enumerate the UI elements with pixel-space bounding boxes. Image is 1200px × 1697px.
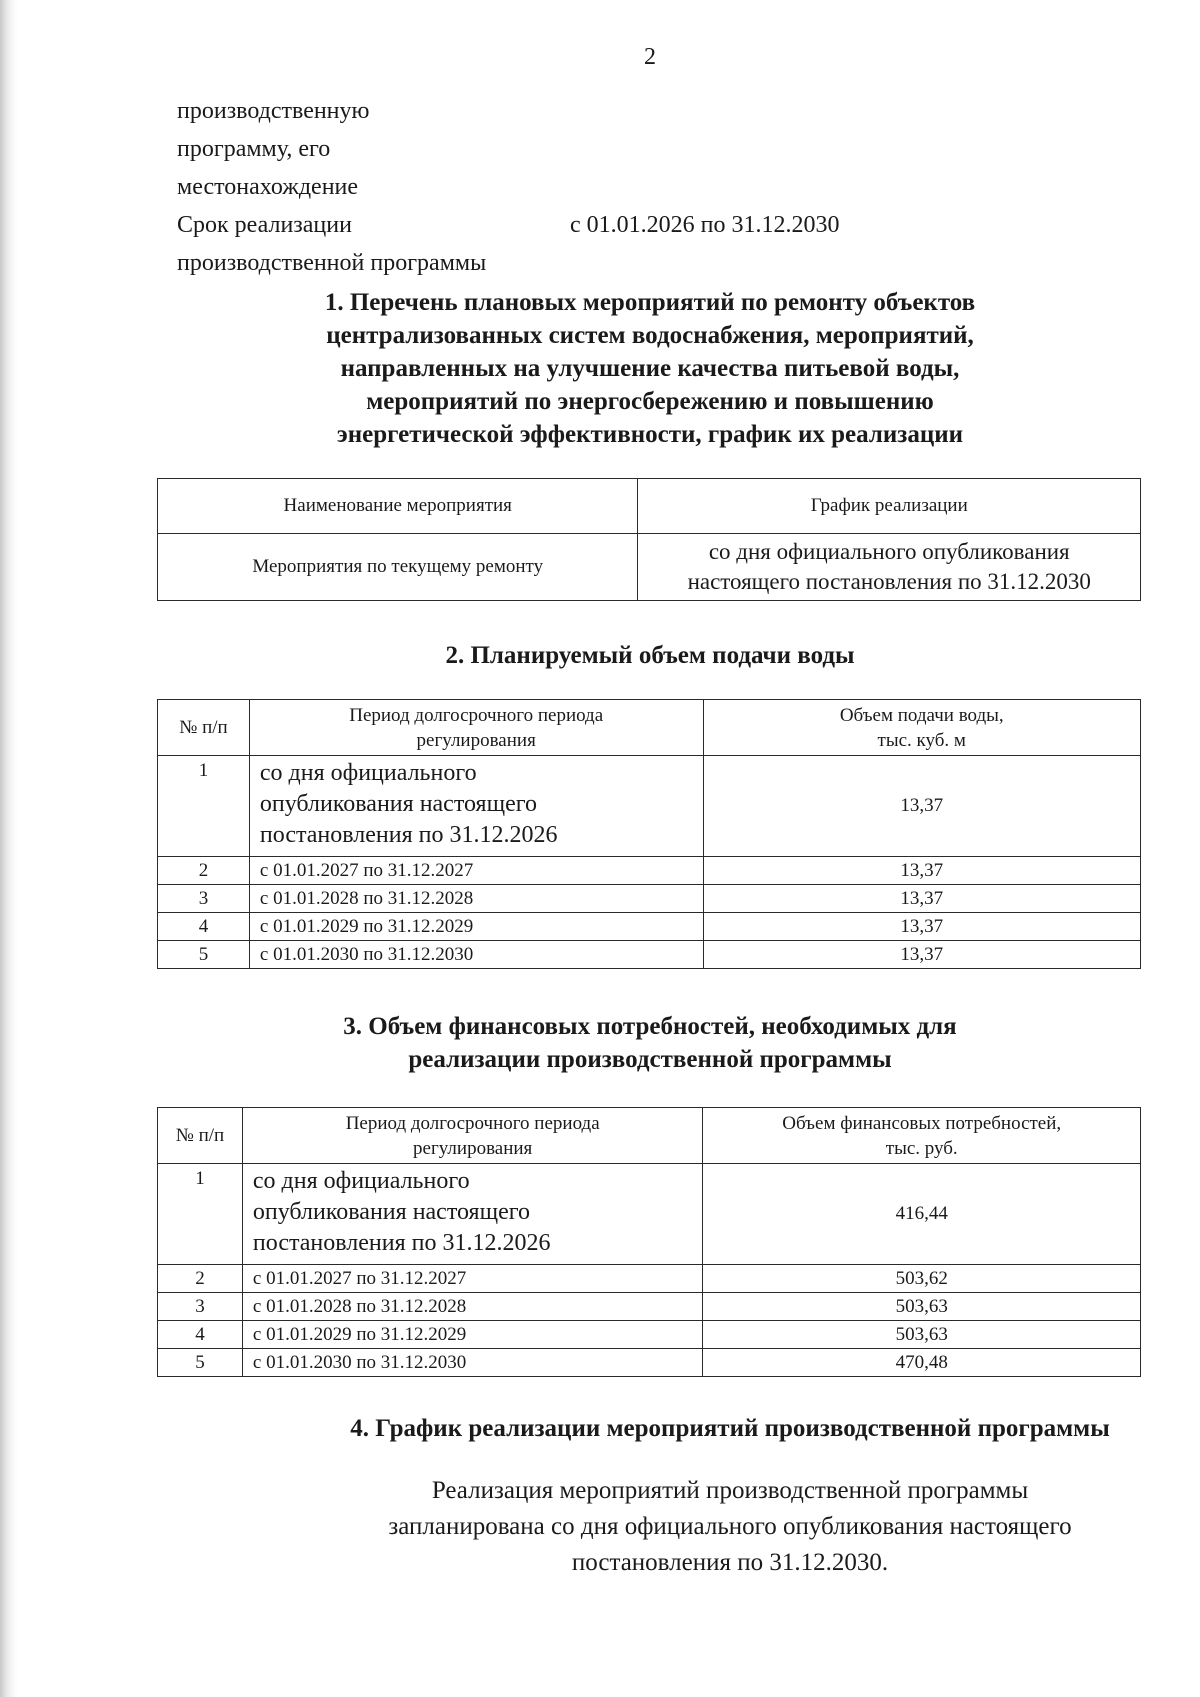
table-header-row xyxy=(158,700,1141,756)
table-row xyxy=(158,913,1141,941)
statement-line: запланирована со дня официального опубликования настоящего xyxy=(388,1513,1072,1540)
period-cell: с 01.01.2028 по 31.12.2028 xyxy=(242,1293,703,1321)
table-row xyxy=(158,1321,1141,1349)
column-header-number: № п/п xyxy=(158,1108,243,1164)
program-header xyxy=(177,92,1077,282)
implementation-period-value: с 01.01.2026 по 31.12.2030 xyxy=(570,212,840,238)
implementation-statement xyxy=(250,1473,1200,1581)
volume-cell: 13,37 xyxy=(703,857,1141,885)
schedule-line: со дня официального опубликования xyxy=(708,539,1070,564)
header-row xyxy=(177,206,1077,244)
header-line: регулирования xyxy=(416,729,536,751)
period-line: со дня официального xyxy=(259,760,477,786)
row-number: 1 xyxy=(158,1164,243,1265)
row-number: 4 xyxy=(158,1321,243,1349)
header-label: производственную xyxy=(177,98,370,124)
table-row xyxy=(158,941,1141,969)
scan-edge xyxy=(0,0,18,1697)
volume-cell: 13,37 xyxy=(703,941,1141,969)
repair-measures-table xyxy=(157,478,1141,601)
column-header-volume xyxy=(703,700,1141,756)
row-number: 2 xyxy=(158,857,250,885)
header-line: Объем финансовых потребностей, xyxy=(782,1112,1062,1134)
volume-cell: 13,37 xyxy=(703,756,1141,857)
section-2-title: 2. Планируемый объем подачи воды xyxy=(445,642,855,669)
header-row xyxy=(177,168,1077,206)
period-cell: с 01.01.2027 по 31.12.2027 xyxy=(242,1265,703,1293)
header-line: тыс. руб. xyxy=(885,1137,958,1159)
header-label: местонахождение xyxy=(177,174,359,200)
section-3-title-line: 3. Объем финансовых потребностей, необходимых для xyxy=(343,1013,957,1040)
period-cell: с 01.01.2029 по 31.12.2029 xyxy=(249,913,703,941)
measure-name-cell: Мероприятия по текущему ремонту xyxy=(158,534,638,601)
column-header-financial-needs xyxy=(703,1108,1141,1164)
page-number: 2 xyxy=(644,44,656,70)
statement-line: Реализация мероприятий производственной программы xyxy=(431,1477,1029,1504)
period-line: постановления по 31.12.2026 xyxy=(252,1230,551,1256)
section-4-title: 4. График реализации мероприятий производственной программы xyxy=(350,1415,1110,1442)
water-supply-volume-table xyxy=(157,699,1141,969)
schedule-cell xyxy=(638,534,1141,601)
column-header-period xyxy=(249,700,703,756)
row-number: 5 xyxy=(158,1349,243,1377)
financial-needs-cell: 416,44 xyxy=(703,1164,1141,1265)
financial-needs-cell: 503,63 xyxy=(703,1321,1141,1349)
row-number: 3 xyxy=(158,1293,243,1321)
schedule-line: настоящего постановления по 31.12.2030 xyxy=(687,569,1091,594)
period-cell: с 01.01.2030 по 31.12.2030 xyxy=(249,941,703,969)
section-1-title-line: энергетической эффективности, график их реализации xyxy=(336,421,964,448)
section-1-title-line: направленных на улучшение качества питьевой воды, xyxy=(340,355,960,382)
table-row xyxy=(158,857,1141,885)
table-row xyxy=(158,1349,1141,1377)
period-cell: с 01.01.2028 по 31.12.2028 xyxy=(249,885,703,913)
column-header-number: № п/п xyxy=(158,700,250,756)
period-line: постановления по 31.12.2026 xyxy=(259,822,558,848)
section-1-title-line: централизованных систем водоснабжения, мероприятий, xyxy=(326,322,974,349)
table-row xyxy=(158,756,1141,857)
period-line: опубликования настоящего xyxy=(252,1199,530,1225)
section-1-title xyxy=(150,286,1150,451)
financial-needs-cell: 470,48 xyxy=(703,1349,1141,1377)
row-number: 1 xyxy=(158,756,250,857)
section-3-title xyxy=(150,1010,1150,1076)
period-cell: с 01.01.2029 по 31.12.2029 xyxy=(242,1321,703,1349)
header-row xyxy=(177,92,1077,130)
header-line: Период долгосрочного периода xyxy=(345,1112,600,1134)
row-number: 3 xyxy=(158,885,250,913)
table-header-row xyxy=(158,479,1141,534)
table-row xyxy=(158,534,1141,601)
statement-line: постановления по 31.12.2030. xyxy=(571,1549,889,1576)
table-row xyxy=(158,1164,1141,1265)
period-cell xyxy=(249,756,703,857)
table-row xyxy=(158,885,1141,913)
financial-needs-table xyxy=(157,1107,1141,1377)
column-header-schedule: График реализации xyxy=(638,479,1141,534)
period-cell xyxy=(242,1164,703,1265)
header-label: программу, его xyxy=(177,136,331,162)
period-line: опубликования настоящего xyxy=(259,791,537,817)
table-header-row xyxy=(158,1108,1141,1164)
column-header-measure-name: Наименование мероприятия xyxy=(158,479,638,534)
header-line: тыс. куб. м xyxy=(877,729,966,751)
financial-needs-cell: 503,63 xyxy=(703,1293,1141,1321)
table-row xyxy=(158,1265,1141,1293)
row-number: 5 xyxy=(158,941,250,969)
row-number: 2 xyxy=(158,1265,243,1293)
column-header-period xyxy=(242,1108,703,1164)
table-row xyxy=(158,1293,1141,1321)
period-line: со дня официального xyxy=(252,1168,470,1194)
financial-needs-cell: 503,62 xyxy=(703,1265,1141,1293)
period-cell: с 01.01.2027 по 31.12.2027 xyxy=(249,857,703,885)
volume-cell: 13,37 xyxy=(703,913,1141,941)
row-number: 4 xyxy=(158,913,250,941)
header-label: Срок реализации xyxy=(177,212,352,238)
volume-cell: 13,37 xyxy=(703,885,1141,913)
header-line: Объем подачи воды, xyxy=(839,704,1004,726)
section-1-title-line: мероприятий по энергосбережению и повышению xyxy=(366,388,934,415)
header-row xyxy=(177,244,1077,282)
header-row xyxy=(177,130,1077,168)
header-line: регулирования xyxy=(413,1137,533,1159)
header-label: производственной программы xyxy=(177,250,487,276)
header-line: Период долгосрочного периода xyxy=(349,704,604,726)
period-cell: с 01.01.2030 по 31.12.2030 xyxy=(242,1349,703,1377)
section-3-title-line: реализации производственной программы xyxy=(408,1046,892,1073)
section-1-title-line: 1. Перечень плановых мероприятий по ремонту объектов xyxy=(324,289,976,316)
